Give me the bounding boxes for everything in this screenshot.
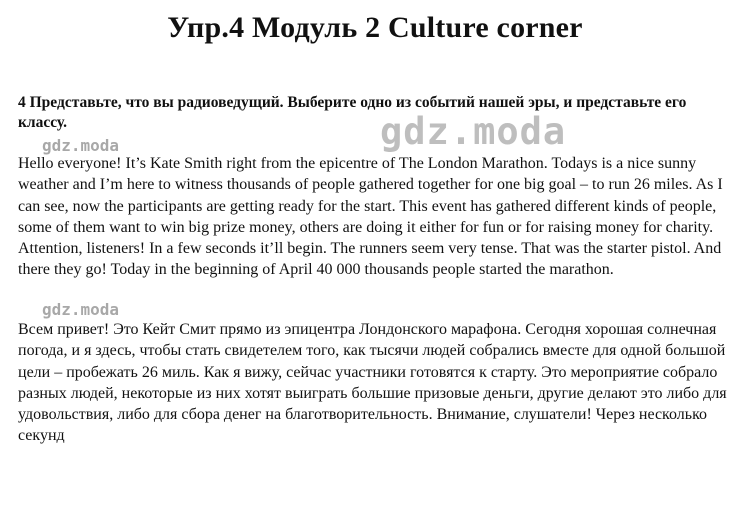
task-instruction: 4 Представьте, что вы радиоведущий. Выберите одно из событий нашей эры, и представьте его классу.: [18, 94, 687, 131]
watermark-small-middle: gdz.moda: [42, 300, 120, 319]
english-paragraph: Hello everyone! It’s Kate Smith right from the epicentre of The London Marathon. Todays is a nice sunny weather and I’m here to witness thousands of people gathered together for one big goal – to run 26 miles. As I can see, now the participants are getting ready for the start. This event has gathered different kinds of people, some of them want to win big prize money, others are doing it either for fun or for raising money for charity. Attention, listeners! In a few seconds it’ll begin. The runners seem very tense. That was the starter pistol. And there they go! Today in the beginning of April 40 000 thousands people started the marathon.: [18, 155, 723, 279]
watermark-large: gdz.moda: [380, 110, 567, 153]
page-title: Упр.4 Модуль 2 Culture corner: [167, 11, 583, 44]
russian-paragraph: Всем привет! Это Кейт Смит прямо из эпицентра Лондонского марафона. Сегодня хорошая солнечная погода, и я здесь, чтобы стать свидетелем того, как тысячи людей собрались вместе для одной большой цели – пробежать 26 миль. Как я вижу, сейчас участники готовятся к старту. Это мероприятие собрало разных людей, некоторые из них хотят выиграть большие призовые деньги, другие делают это либо для удовольствия, либо для сбора денег на благотворительность. Внимание, слушатели! Через несколько секунд: [18, 321, 727, 445]
watermark-small-top: gdz.moda: [42, 136, 120, 155]
